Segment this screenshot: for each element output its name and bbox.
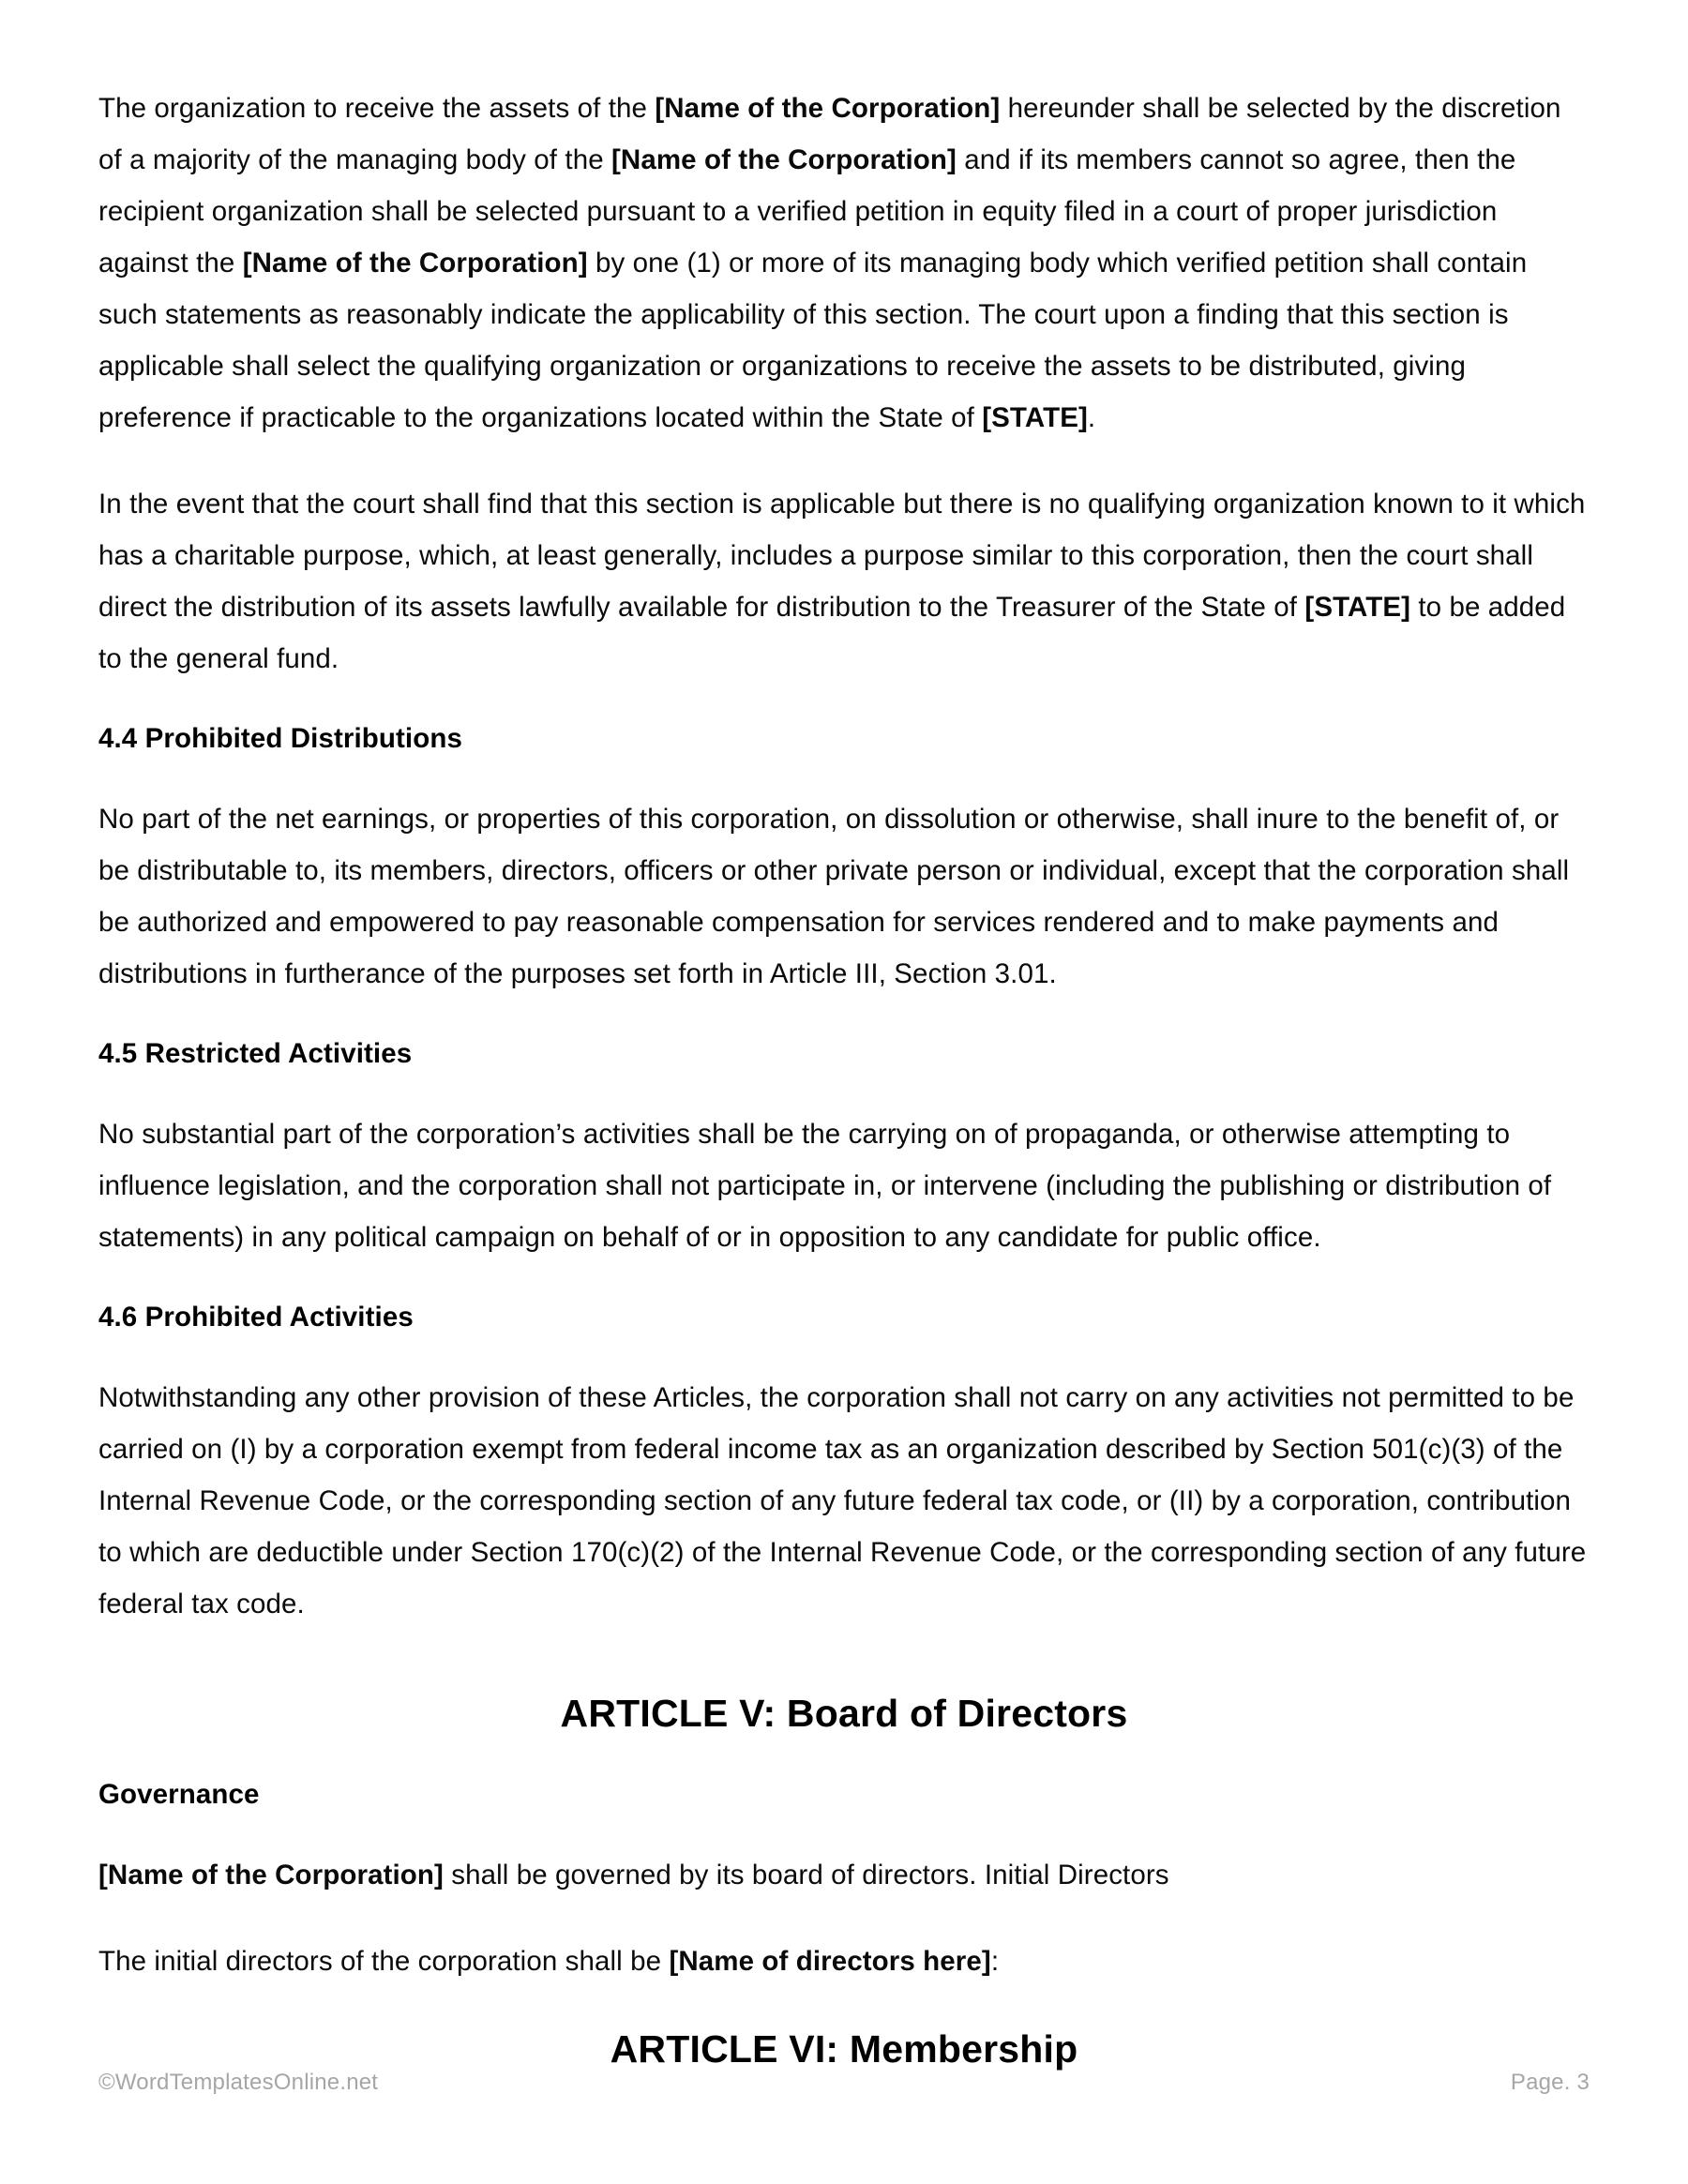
placeholder-corporation-name: [Name of the Corporation] — [242, 248, 588, 279]
text-segment: The organization to receive the assets of the — [98, 93, 656, 124]
text-segment: shall be governed by its board of directors. Initial Directors — [443, 1860, 1169, 1890]
heading-4-6-prohibited-activities: 4.6 Prohibited Activities — [98, 1302, 414, 1333]
paragraph-governance-board — [98, 1849, 1590, 1901]
text-segment: In the event that the court shall find that this section is applicable but there is no qualifying organization known to it which has a charitable purpose, which, at least generally, includes a purpose similar to this corporation, then the court shall direct the distribution of its assets lawfully available for distribution to the Treasurer of the State of — [98, 489, 1586, 623]
paragraph-no-qualifying-organization — [98, 478, 1590, 685]
paragraph-restricted-activities: No substantial part of the corporation’s activities shall be the carrying on of propaganda, or otherwise attempting to influence legislation, and the corporation shall not participate in, or intervene (including the publishing or distribution of statements) in any political campaign on behalf of or in opposition to any candidate for public office. — [98, 1119, 1552, 1253]
text-segment: : — [990, 1946, 1000, 1977]
heading-article-vi-membership: ARTICLE VI: Membership — [610, 2027, 1078, 2071]
paragraph-prohibited-activities: Notwithstanding any other provision of these Articles, the corporation shall not carry on any activities not permitted to be carried on (I) by a corporation exempt from federal income tax as an organization described by Section 501(c)(3) of the Internal Revenue Code, or the corresponding section of any future federal tax code, or (II) by a corporation, contribution to which are deductible under Section 170(c)(2) of the Internal Revenue Code, or the corresponding section of any future federal tax code. — [98, 1382, 1587, 1619]
placeholder-state: [STATE] — [982, 402, 1088, 433]
spacer — [98, 1664, 1590, 1686]
heading-article-v-board-of-directors: ARTICLE V: Board of Directors — [560, 1692, 1128, 1735]
paragraph-asset-recipient-selection — [98, 83, 1590, 444]
page-footer — [98, 2069, 1590, 2106]
heading-governance: Governance — [98, 1779, 260, 1810]
footer-copyright: ©WordTemplatesOnline.net — [98, 2070, 379, 2095]
footer-page-number: Page. 3 — [1510, 2070, 1590, 2095]
heading-4-4-prohibited-distributions: 4.4 Prohibited Distributions — [98, 723, 462, 754]
text-segment: and if its members cannot so agree, then the recipient organization shall be selected pursuant to a verified petition in equity filed in a court of proper jurisdiction against the — [98, 144, 1516, 279]
placeholder-corporation-name: [Name of the Corporation] — [611, 144, 957, 175]
text-segment: . — [1087, 402, 1096, 433]
placeholder-state: [STATE] — [1304, 592, 1411, 623]
placeholder-director-names: [Name of directors here] — [669, 1946, 991, 1977]
placeholder-corporation-name: [Name of the Corporation] — [655, 93, 1001, 124]
text-segment: to be added to the general fund. — [98, 592, 1566, 674]
text-segment: hereunder shall be selected by the discretion of a majority of the managing body of the — [98, 93, 1561, 175]
document-content — [98, 83, 1590, 2111]
heading-4-5-restricted-activities: 4.5 Restricted Activities — [98, 1038, 413, 1069]
text-segment: The initial directors of the corporation shall be — [98, 1946, 670, 1977]
text-segment: by one (1) or more of its managing body which verified petition shall contain such statements as reasonably indicate the applicability of this section. The court upon a finding that this section is applicable shall select the qualifying organization or organizations to receive the assets to be distributed, giving preference if practicable to the organizations located within the State of — [98, 248, 1528, 433]
placeholder-corporation-name: [Name of the Corporation] — [98, 1860, 444, 1890]
paragraph-initial-directors — [98, 1935, 1590, 1987]
paragraph-prohibited-distributions: No part of the net earnings, or properties of this corporation, on dissolution or otherwise, shall inure to the benefit of, or be distributable to, its members, directors, officers or other private person or individual, except that the corporation shall be authorized and empowered to pay reasonable compensation for services rendered and to make payments and distributions in furtherance of the purposes set forth in Article III, Section 3.01. — [98, 804, 1570, 989]
